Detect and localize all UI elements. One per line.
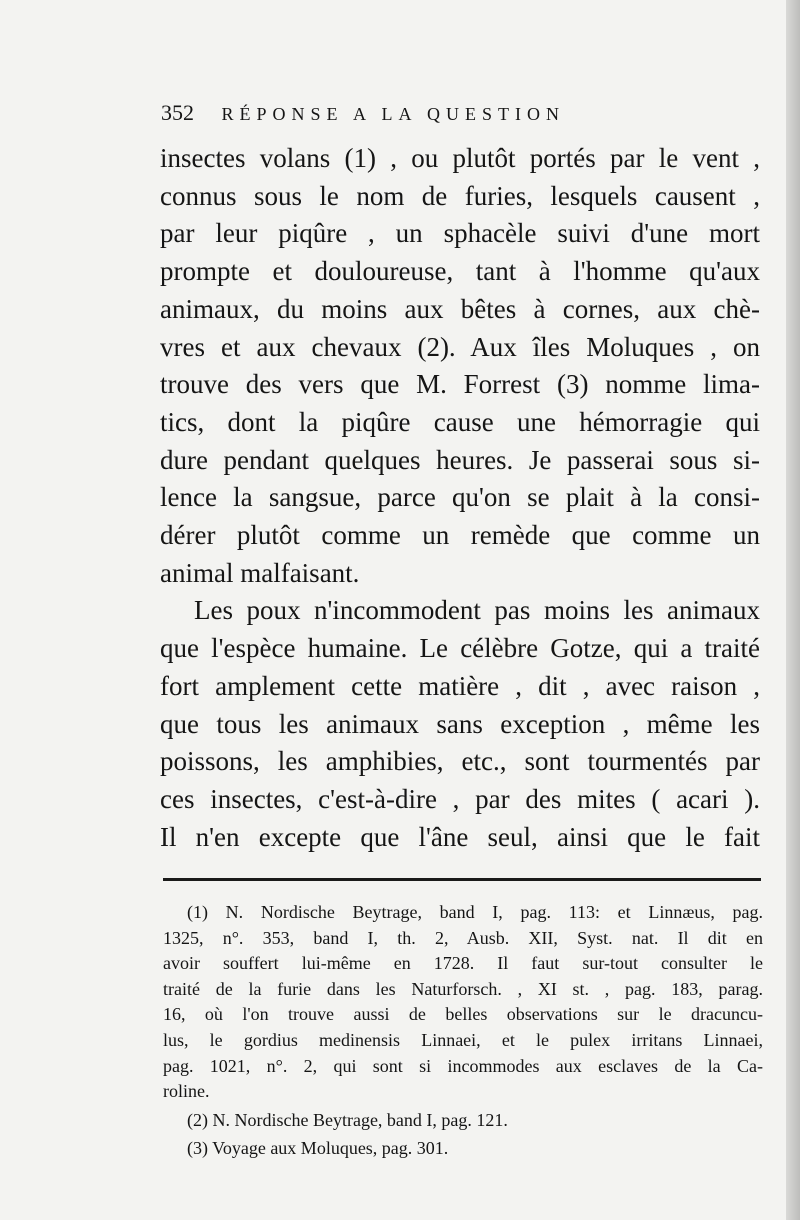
text-line: trouve des vers que M. Forrest (3) nomme lima- xyxy=(160,369,760,400)
text-line: dure pendant quelques heures. Je passerai sous si- xyxy=(160,444,760,475)
text-line: animaux, du moins aux bêtes à cornes, aux chè- xyxy=(160,293,760,324)
text-line: tics, dont la piqûre cause une hémorragie qui xyxy=(160,406,760,437)
text-line: vres et aux chevaux (2). Aux îles Moluques , on xyxy=(160,331,760,362)
text-line: insectes volans (1) , ou plutôt portés par le vent , xyxy=(160,143,760,173)
footnote-line: 16, où l'on trouve aussi de belles observations sur le dracuncu- xyxy=(163,1004,763,1025)
text-line: ces insectes, c'est-à-dire , par des mites ( acari ). xyxy=(160,783,760,814)
text-line: animal malfaisant. xyxy=(160,557,360,588)
running-title: RÉPONSE A LA QUESTION xyxy=(221,104,566,124)
footnote-line: 1325, n°. 353, band I, th. 2, Ausb. XII, Syst. nat. Il dit en xyxy=(163,927,763,948)
main-text xyxy=(160,140,760,856)
footnote-2: (2) N. Nordische Beytrage, band I, pag. 121. xyxy=(187,1109,508,1130)
text-line: fort amplement cette matière , dit , avec raison , xyxy=(160,670,760,701)
text-line: Les poux n'incommodent pas moins les animaux xyxy=(194,595,760,626)
text-line: lence la sangsue, parce qu'on se plait à la consi- xyxy=(160,482,760,513)
footnote-line: traité de la furie dans les Naturforsch. , XI st. , pag. 183, parag. xyxy=(163,978,763,999)
footnote-1 xyxy=(163,900,763,1105)
footnote-line: lus, le gordius medinensis Linnaei, et le pulex irritans Linnaei, xyxy=(163,1029,763,1050)
page-header xyxy=(161,100,761,126)
footnote-divider xyxy=(163,878,761,881)
text-line: Il n'en excepte que l'âne seul, ainsi que le fait xyxy=(160,821,760,852)
text-line: connus sous le nom de furies, lesquels causent , xyxy=(160,180,760,211)
footnote-line: avoir souffert lui-même en 1728. Il faut sur-tout consulter le xyxy=(163,953,763,974)
text-line: que l'espèce humaine. Le célèbre Gotze, qui a traité xyxy=(160,633,760,664)
footnote-line: roline. xyxy=(163,1081,210,1102)
text-line: poissons, les amphibies, etc., sont tourmentés par xyxy=(160,746,760,777)
footnote-line: (1) N. Nordische Beytrage, band I, pag. 113: et Linnæus, pag. xyxy=(187,902,763,922)
text-line: prompte et douloureuse, tant à l'homme qu'aux xyxy=(160,256,760,287)
page-number: 352 xyxy=(161,100,194,125)
text-line: dérer plutôt comme un remède que comme un xyxy=(160,520,760,551)
text-line: que tous les animaux sans exception , même les xyxy=(160,708,760,739)
footnote-3: (3) Voyage aux Moluques, pag. 301. xyxy=(187,1138,449,1159)
text-line: par leur piqûre , un sphacèle suivi d'une mort xyxy=(160,218,760,249)
footnote-line: pag. 1021, n°. 2, qui sont si incommodes aux esclaves de la Ca- xyxy=(163,1055,763,1076)
footnotes xyxy=(163,900,763,1162)
page-edge xyxy=(786,0,800,1220)
